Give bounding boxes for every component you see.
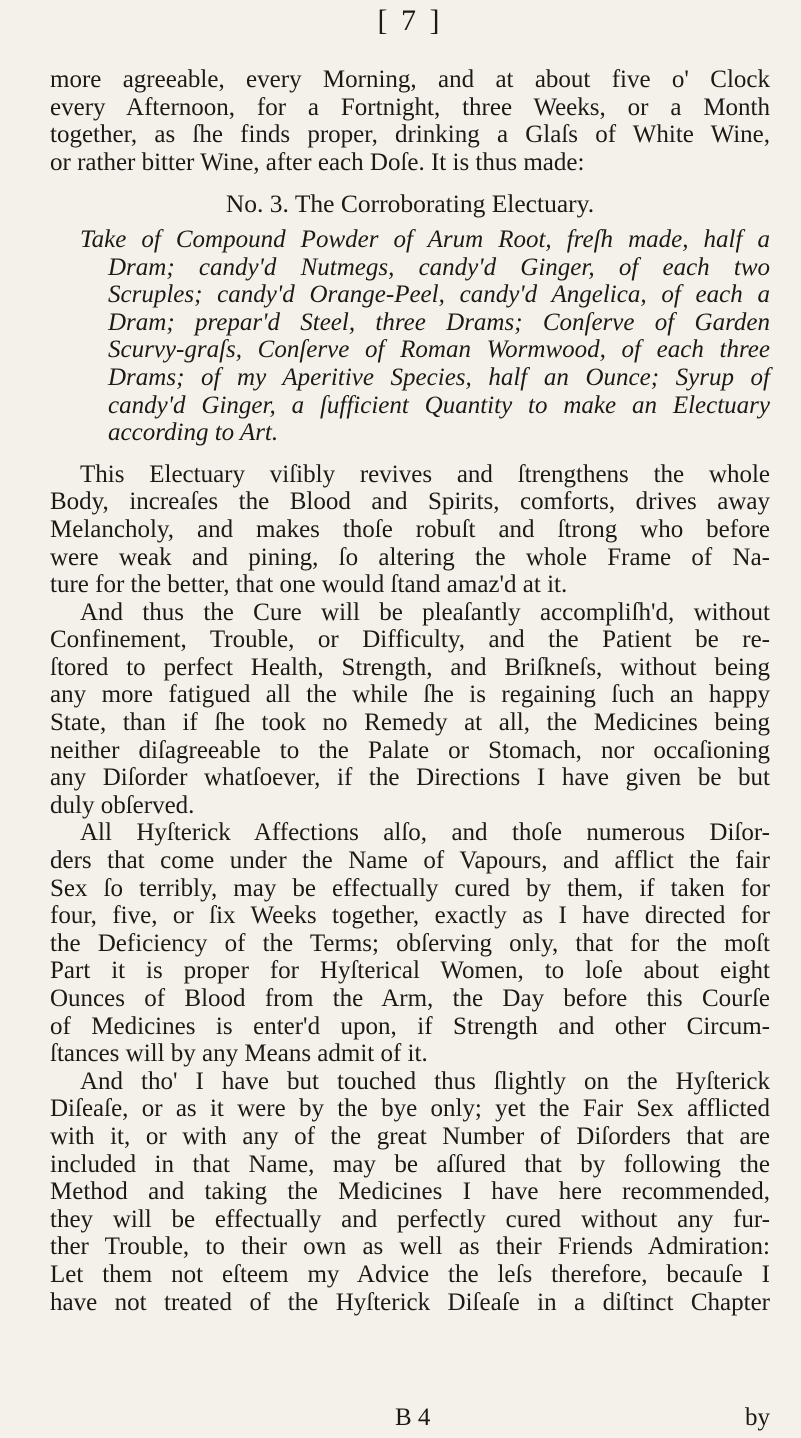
text-line: were weak and pining, ſo altering the whole Frame of Na- — [50, 543, 770, 571]
recipe-line: Dram; candy'd Nutmegs, candy'd Ginger, of each two — [108, 253, 770, 281]
text-line: or rather bitter Wine, after each Doſe. It is thus made: — [50, 148, 585, 176]
text-line: four, five, or ſix Weeks together, exactly as I have directed for — [50, 902, 770, 930]
text-line: Melancholy, and makes thoſe robuſt and ſtrong who before — [50, 515, 770, 543]
text-line: together, as ſhe finds proper, drinking a Glaſs of White Wine, — [50, 121, 770, 149]
catchword: by — [745, 1404, 770, 1431]
text-line: And tho' I have but touched thus ſlightly on the Hyſterick — [80, 1067, 770, 1095]
text-line: neither diſagreeable to the Palate or Stomach, nor occaſioning — [50, 736, 770, 764]
text-line: Diſeaſe, or as it were by the bye only; yet the Fair Sex afflicted — [50, 1095, 770, 1123]
recipe-line: candy'd Ginger, a ſufficient Quantity to make an Electuary — [108, 391, 770, 419]
text-line: they will be effectually and perfectly cured without any fur- — [50, 1205, 770, 1233]
text-line: duly obſerved. — [50, 791, 195, 819]
text-line: more agreeable, every Morning, and at about five o' Clock — [50, 66, 770, 93]
text-line: State, than if ſhe took no Remedy at all, the Medicines being — [50, 709, 770, 737]
text-line: any Diſorder whatſoever, if the Directions I have given be but — [50, 764, 770, 792]
text-line: All Hyſterick Affections alſo, and thoſe numerous Diſor- — [80, 819, 770, 847]
text-line: Let them not eſteem my Advice the leſs therefore, becauſe I — [50, 1260, 770, 1288]
recipe-line: Scruples; candy'd Orange-Peel, candy'd Angelica, of each a — [108, 281, 770, 309]
text-line: of Medicines is enter'd upon, if Strength and other Circum- — [50, 1012, 770, 1040]
text-line: Confinement, Trouble, or Difficulty, and the Patient be re- — [50, 626, 770, 654]
text-line: Part it is proper for Hyſterical Women, to loſe about eight — [50, 957, 770, 985]
text-line: ther Trouble, to their own as well as their Friends Admiration: — [50, 1233, 770, 1261]
text-line: included in that Name, may be aſſured that by following the — [50, 1150, 770, 1178]
page-number: [ 7 ] — [377, 4, 443, 37]
text-line: Sex ſo terribly, may be effectually cured by them, if taken for — [50, 874, 770, 902]
paragraph-hysterick-affections — [50, 819, 770, 1067]
text-line: have not treated of the Hyſterick Diſeaſe in a diſtinct Chapter — [50, 1288, 770, 1316]
text-line: ture for the better, that one would ſtand amaz'd at it. — [50, 571, 568, 599]
recipe-line: Take of Compound Powder of Arum Root, freſh made, half a — [80, 225, 770, 253]
text-line: And thus the Cure will be pleaſantly accompliſh'd, without — [80, 598, 770, 626]
text-line: ſtored to perfect Health, Strength, and Briſkneſs, without being — [50, 653, 770, 681]
text-line: every Afternoon, for a Fortnight, three Weeks, or a Month — [50, 93, 770, 121]
text-line: any more fatigued all the while ſhe is regaining ſuch an happy — [50, 681, 770, 709]
paragraph-this-electuary — [50, 461, 770, 599]
recipe-line: Dram; prepar'd Steel, three Drams; Conſerve of Garden — [108, 308, 770, 336]
recipe-electuary — [50, 190, 770, 446]
text-line: Method and taking the Medicines I have here recommended, — [50, 1178, 770, 1206]
text-line: the Deficiency of the Terms; obſerving only, that for the moſt — [50, 929, 770, 957]
signature-mark: B 4 — [395, 1404, 431, 1431]
paragraph-cure — [50, 599, 770, 820]
text-line: ſtances will by any Means admit of it. — [50, 1040, 428, 1068]
text-line: Body, increaſes the Blood and Spirits, comforts, drives away — [50, 488, 770, 516]
recipe-line: Scurvy-graſs, Conſerve of Roman Wormwood, of each three — [108, 336, 770, 364]
book-page — [50, 0, 770, 1438]
page-body — [50, 66, 770, 1316]
recipe-line: according to Art. — [108, 419, 279, 447]
text-line: ders that come under the Name of Vapours, and afflict the fair — [50, 847, 770, 875]
recipe-line: Drams; of my Aperitive Species, half an Ounce; Syrup of — [108, 363, 770, 391]
continuation-paragraph — [50, 66, 770, 176]
paragraph-hysterick-disease — [50, 1068, 770, 1316]
text-line: Ounces of Blood from the Arm, the Day before this Courſe — [50, 985, 770, 1012]
recipe-heading: No. 3. The Corroborating Electuary. — [225, 189, 595, 219]
text-line: with it, or with any of the great Number of Diſorders that are — [50, 1122, 770, 1150]
text-line: This Electuary viſibly revives and ſtrengthens the whole — [80, 460, 770, 488]
